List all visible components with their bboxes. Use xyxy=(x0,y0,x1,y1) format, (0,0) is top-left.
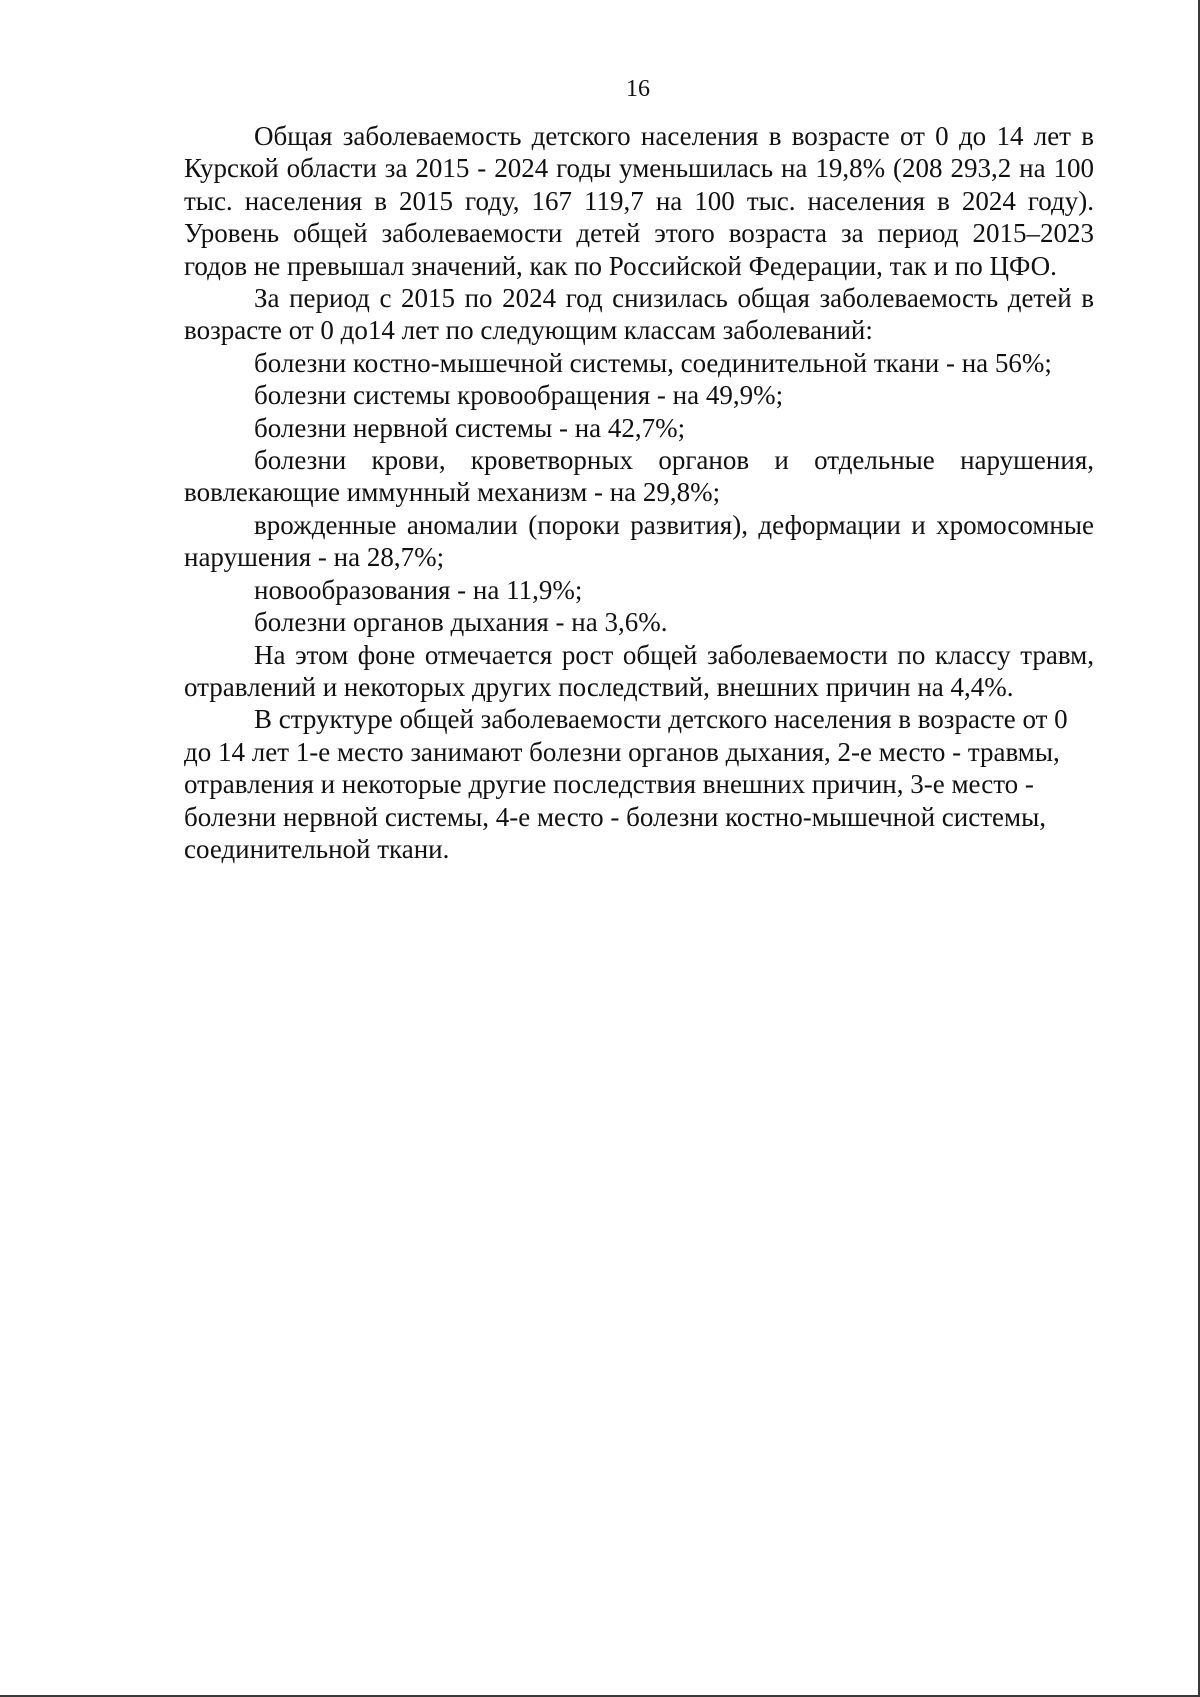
body-text xyxy=(184,120,1094,865)
list-item-blood: болезни крови, кроветворных органов и отдельные нарушения, вовлекающие иммунный механизм - на 29,8%; xyxy=(184,445,1094,508)
list-item-respiratory: болезни органов дыхания - на 3,6%. xyxy=(254,607,668,638)
paragraph-decrease-intro: За период с 2015 по 2024 год снизилась общая заболеваемость детей в возрасте от 0 до14 лет по следующим классам заболеваний: xyxy=(184,283,1094,346)
list-item-circulatory: болезни системы кровообращения - на 49,9%; xyxy=(254,380,784,411)
list-item-musculoskeletal: болезни костно-мышечной системы, соединительной ткани - на 56%; xyxy=(254,347,1052,378)
list-item-neoplasms: новообразования - на 11,9%; xyxy=(254,574,583,605)
list-item-congenital: врожденные аномалии (пороки развития), деформации и хромосомные нарушения - на 28,7%; xyxy=(184,509,1094,573)
paragraph-structure: В структуре общей заболеваемости детского населения в возрасте от 0 до 14 лет 1-е место занимают болезни органов дыхания, 2-е место - травмы, отравления и некоторые другие последствия внешних причин, 3-е место - болезни нервной системы, 4-е место - болезни костно-мышечной системы, соединительной ткани. xyxy=(184,704,1068,864)
paragraph-injury-growth: На этом фоне отмечается рост общей заболеваемости по классу травм, отравлений и некоторых других последствий, внешних причин на 4,4%. xyxy=(184,639,1094,702)
list-item-nervous: болезни нервной системы - на 42,7%; xyxy=(254,412,686,443)
paragraph-general-morbidity: Общая заболеваемость детского населения в возрасте от 0 до 14 лет в Курской области за 2015 - 2024 годы уменьшилась на 19,8% (208 293,2 на 100 тыс. населения в 2015 году, 167 119,7 на 100 тыс. населения в 2024 году). Уровень общей заболеваемости детей этого возраста за период 2015–2023 годов не превышал значений, как по Российской Федерации, так и по ЦФО. xyxy=(184,121,1094,281)
page-number: 16 xyxy=(626,76,650,102)
